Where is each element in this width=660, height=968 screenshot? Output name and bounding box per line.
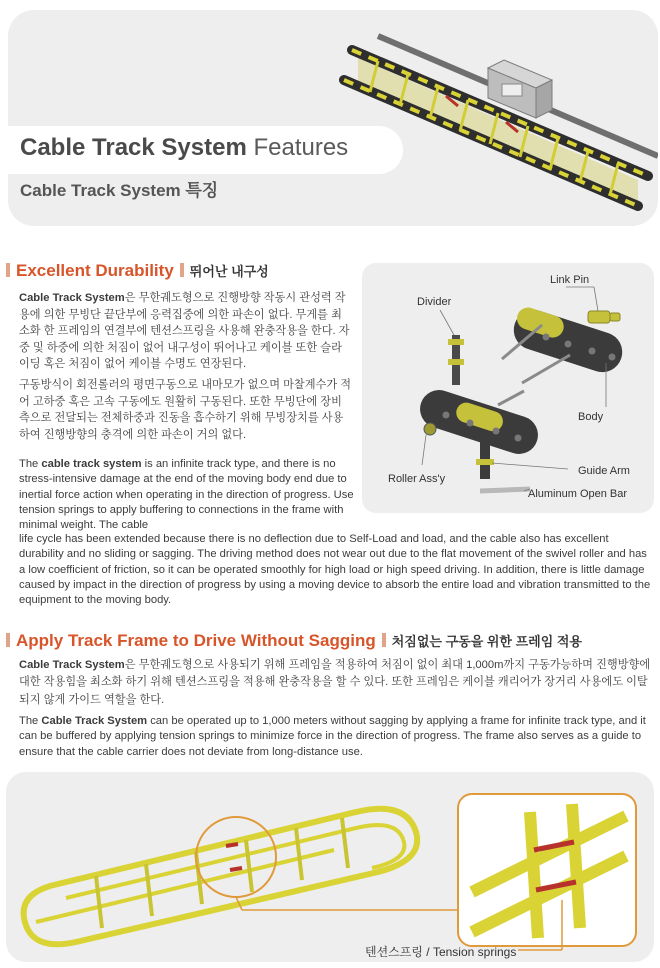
page-title: Cable Track System Features: [20, 134, 349, 161]
label-divider: Divider: [417, 296, 452, 308]
callout-lines: [422, 287, 606, 491]
label-body: Body: [578, 411, 604, 423]
heading-marker: [6, 633, 10, 647]
lower-chain-link: [415, 385, 543, 459]
frame-korean-paragraph: Cable Track System은 무한궤도형으로 사용되기 위해 프레임을 적용하여 처짐이 없이 최대 1,000m까지 구동가능하며 진행방향에 대한 작용힘을 최소화 하기 위해 텐션스프링을 적용해 완충작용을 할 수 있다. 또한 프레임은 케이블 캐리어가 장거리 사용에도 이탈되지 않게 가이드 역할을 한다.: [19, 659, 651, 706]
durability-english-paragraph-top: The cable track system is an infinite track type, and there is no stress-intensive damage at the end of the moving body end due to inertial force action when operating in the direction of progress. Use tension springs to apply buffering to connections in the frame with minimal weight. The cable: [19, 458, 354, 532]
frame-crossbars: [96, 818, 348, 928]
hero-banner: [8, 10, 658, 226]
track-frame-figure: [6, 772, 654, 962]
divider-part: [448, 335, 464, 385]
heading-marker: [382, 633, 386, 647]
link-pin-part: [588, 311, 620, 323]
durability-korean-paragraph-1: Cable Track System은 무한궤도형으로 진행방향 작동시 관성력 작용에 의한 무빙단 끝단부에 응력집중에 의한 파손이 없다. 무게를 최소화 한 프레임의 연결부에 텐션스프링을 사용해 완충작용을 한다. 자중 및 하중에 의한 처짐이 없어 내구성이 뛰어나고 케이블 또한 슬라이딩 혹은 처짐이 없어 케이블 수명도 연장된다.: [19, 292, 350, 371]
aluminum-bar-part: [480, 489, 530, 491]
label-link-pin: Link Pin: [550, 274, 590, 286]
durability-korean-paragraph-2: 구동방식이 회전롤러의 평면구동으로 내마모가 없으며 마찰계수가 적어 고하중 혹은 고속 구동에도 원활히 구동된다. 또한 무빙단에 장비측으로 전달되는 전체하중과 진동을 흡수하기 위해 무빙장치를 사용하여 진행방향의 충격에 의한 파손이 거의 없다.: [19, 379, 352, 441]
frame-english-paragraph: The Cable Track System can be operated up to 1,000 meters without sagging by applying a frame for infinite track type, and it can be buffered by applying tension springs to minimize force in the direction of progress. The frame also serves as a guide to ensure that the cable carrier does not deviate from long-distance use.: [19, 715, 646, 758]
heading-marker: [180, 263, 184, 277]
label-roller-assy: Roller Ass'y: [388, 473, 446, 485]
durability-english-paragraph-full: life cycle has been extended because there is no deflection due to Self-Load and load, and the cable also has excellent durability and no sliding or sagging. The driving method does not wear out due to the flat movement of the swivel roller and has a low coefficient of friction, so it can be operated smoothly for high load or high speed driving. In addition, there is little damage caused by impact in the direction of progress by using a moving device to absorb the entire load and vibration transmitted to the equipment to the moving body.: [19, 533, 651, 607]
track-frame-drawing: [6, 772, 654, 962]
page-subtitle: Cable Track System 특징: [20, 181, 219, 200]
exploded-view-diagram: [362, 263, 654, 513]
label-guide-arm: Guide Arm: [578, 465, 630, 477]
tension-spring-caption: 텐션스프링 / Tension springs: [365, 945, 517, 959]
cable-track-illustration: [338, 10, 658, 226]
heading-marker: [6, 263, 10, 277]
zoom-detail: [458, 794, 636, 946]
roller-part: [424, 423, 436, 435]
section-heading-durability: Excellent Durability 뛰어난 내구성: [6, 261, 269, 281]
label-aluminum-open-bar: Aluminum Open Bar: [528, 488, 628, 500]
track-frame-loop: [24, 809, 418, 945]
section-heading-frame: Apply Track Frame to Drive Without Sagging 처짐없는 구동을 위한 프레임 적용: [6, 631, 582, 651]
